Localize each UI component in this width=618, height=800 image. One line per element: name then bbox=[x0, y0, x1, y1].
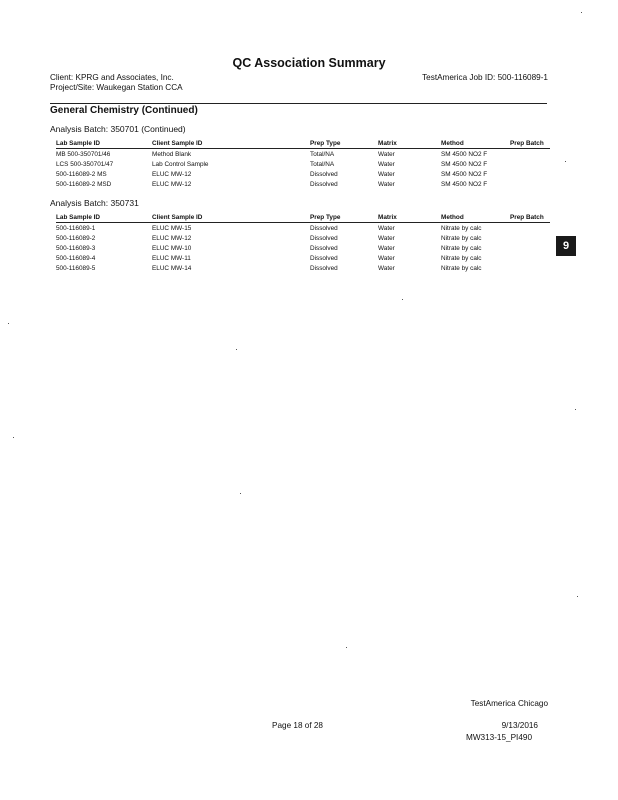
col-prep-batch: Prep Batch bbox=[510, 139, 550, 149]
lab-sample-id: LCS 500-350701/47 bbox=[56, 160, 114, 168]
method: Nitrate by calc bbox=[441, 224, 482, 232]
lab-sample-id: 500-116089-4 bbox=[56, 254, 96, 262]
col-matrix: Matrix bbox=[378, 139, 441, 149]
method: Nitrate by calc bbox=[441, 264, 482, 272]
table-row bbox=[56, 159, 550, 169]
client-sample-id: ELUC MW-15 bbox=[152, 224, 192, 232]
scan-speck bbox=[240, 493, 241, 494]
matrix: Water bbox=[378, 234, 395, 242]
table-row bbox=[56, 253, 550, 263]
method: Nitrate by calc bbox=[441, 244, 482, 252]
project-line: Project/Site: Waukegan Station CCA bbox=[50, 83, 183, 92]
prep-batch bbox=[510, 243, 550, 253]
matrix: Water bbox=[378, 170, 395, 178]
matrix: Water bbox=[378, 180, 395, 188]
col-prep-batch: Prep Batch bbox=[510, 213, 550, 223]
scan-speck bbox=[402, 299, 403, 300]
client-sample-id: ELUC MW-10 bbox=[152, 244, 192, 252]
col-matrix: Matrix bbox=[378, 213, 441, 223]
batch-table-1 bbox=[56, 139, 550, 189]
scan-speck bbox=[236, 349, 237, 350]
lab-sample-id: MB 500-350701/46 bbox=[56, 150, 111, 158]
matrix: Water bbox=[378, 150, 395, 158]
prep-type: Dissolved bbox=[310, 244, 338, 252]
method: SM 4500 NO2 F bbox=[441, 150, 488, 158]
lab-sample-id: 500-116089-5 bbox=[56, 264, 96, 272]
client-sample-id: ELUC MW-12 bbox=[152, 180, 192, 188]
method: Nitrate by calc bbox=[441, 254, 482, 262]
job-id: TestAmerica Job ID: 500-116089-1 bbox=[422, 73, 548, 82]
prep-type: Total/NA bbox=[310, 150, 335, 158]
prep-type: Dissolved bbox=[310, 224, 338, 232]
client-sample-id: Method Blank bbox=[152, 150, 192, 158]
prep-type: Dissolved bbox=[310, 234, 338, 242]
lab-sample-id: 500-116089-1 bbox=[56, 224, 96, 232]
lab-sample-id: 500-116089-2 MS bbox=[56, 170, 107, 178]
table-row bbox=[56, 263, 550, 273]
prep-batch bbox=[510, 263, 550, 273]
col-lab-sample-id: Lab Sample ID bbox=[56, 139, 152, 149]
scan-speck bbox=[346, 647, 347, 648]
method: Nitrate by calc bbox=[441, 234, 482, 242]
client-sample-id: ELUC MW-11 bbox=[152, 254, 191, 262]
lab-sample-id: 500-116089-2 bbox=[56, 234, 96, 242]
scan-speck bbox=[565, 161, 566, 162]
matrix: Water bbox=[378, 160, 395, 168]
prep-batch bbox=[510, 223, 550, 234]
prep-type: Dissolved bbox=[310, 180, 338, 188]
method: SM 4500 NO2 F bbox=[441, 180, 488, 188]
table-row bbox=[56, 169, 550, 179]
prep-type: Dissolved bbox=[310, 264, 338, 272]
section-title: General Chemistry (Continued) bbox=[50, 105, 198, 116]
prep-type: Dissolved bbox=[310, 254, 338, 262]
matrix: Water bbox=[378, 254, 395, 262]
footer-date: 9/13/2016 bbox=[501, 721, 538, 730]
lab-sample-id: 500-116089-3 bbox=[56, 244, 96, 252]
batch-label-2: Analysis Batch: 350731 bbox=[50, 198, 139, 208]
scan-speck bbox=[13, 437, 14, 438]
client-line: Client: KPRG and Associates, Inc. bbox=[50, 73, 174, 82]
client-sample-id: ELUC MW-12 bbox=[152, 234, 192, 242]
prep-batch bbox=[510, 149, 550, 160]
header-rule bbox=[50, 103, 547, 104]
prep-type: Total/NA bbox=[310, 160, 335, 168]
method: SM 4500 NO2 F bbox=[441, 170, 488, 178]
footer-code: MW313-15_PI490 bbox=[466, 733, 532, 742]
prep-batch bbox=[510, 233, 550, 243]
col-client-sample-id: Client Sample ID bbox=[152, 139, 310, 149]
prep-batch bbox=[510, 159, 550, 169]
matrix: Water bbox=[378, 224, 395, 232]
section-tab: 9 bbox=[556, 236, 576, 256]
col-prep-type: Prep Type bbox=[310, 139, 378, 149]
scan-speck bbox=[575, 409, 576, 410]
lab-sample-id: 500-116089-2 MSD bbox=[56, 180, 112, 188]
col-prep-type: Prep Type bbox=[310, 213, 378, 223]
page-number: Page 18 of 28 bbox=[272, 721, 323, 730]
table-row bbox=[56, 179, 550, 189]
col-client-sample-id: Client Sample ID bbox=[152, 213, 310, 223]
method: SM 4500 NO2 F bbox=[441, 160, 488, 168]
table-row bbox=[56, 233, 550, 243]
matrix: Water bbox=[378, 244, 395, 252]
client-sample-id: Lab Control Sample bbox=[152, 160, 209, 168]
col-method: Method bbox=[441, 139, 510, 149]
prep-batch bbox=[510, 253, 550, 263]
footer-lab: TestAmerica Chicago bbox=[470, 699, 548, 708]
scan-speck bbox=[577, 596, 578, 597]
batch-table-2 bbox=[56, 213, 550, 273]
client-sample-id: ELUC MW-14 bbox=[152, 264, 192, 272]
scan-speck bbox=[581, 12, 582, 13]
col-lab-sample-id: Lab Sample ID bbox=[56, 213, 152, 223]
table-row bbox=[56, 223, 550, 234]
scan-speck bbox=[8, 323, 9, 324]
table-row bbox=[56, 149, 550, 160]
matrix: Water bbox=[378, 264, 395, 272]
col-method: Method bbox=[441, 213, 510, 223]
client-sample-id: ELUC MW-12 bbox=[152, 170, 192, 178]
prep-type: Dissolved bbox=[310, 170, 338, 178]
batch-label-1: Analysis Batch: 350701 (Continued) bbox=[50, 124, 186, 134]
prep-batch bbox=[510, 179, 550, 189]
table-row bbox=[56, 243, 550, 253]
page-title: QC Association Summary bbox=[232, 56, 386, 70]
prep-batch bbox=[510, 169, 550, 179]
